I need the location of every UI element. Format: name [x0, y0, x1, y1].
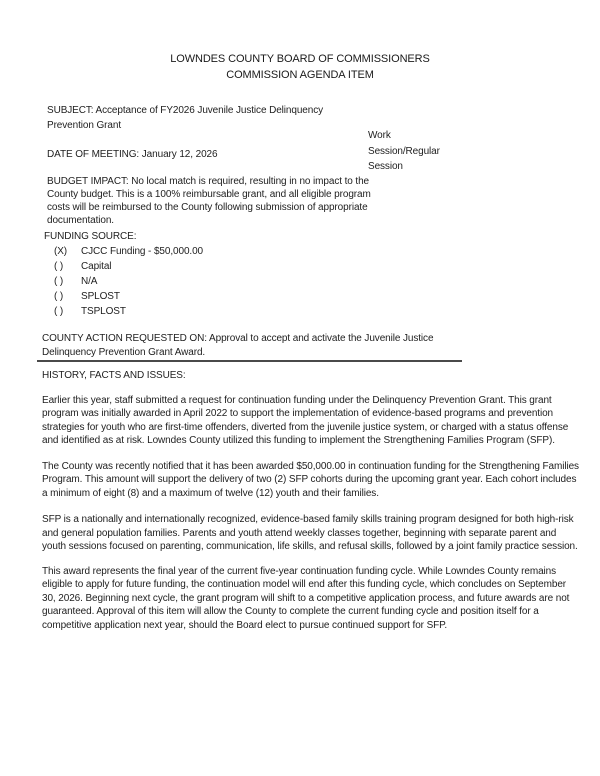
meeting-type-label: Work Session/Regular Session [368, 130, 440, 172]
history-heading: HISTORY, FACTS AND ISSUES: [42, 370, 186, 381]
funding-source-options [54, 244, 600, 319]
date-of-meeting-line: DATE OF MEETING: January 12, 2026 [47, 149, 218, 160]
funding-option-label: SPLOST [81, 291, 120, 302]
funding-option-label: Capital [81, 261, 112, 272]
funding-option-na [54, 274, 600, 289]
funding-option-label: N/A [81, 276, 98, 287]
subject-line: SUBJECT: Acceptance of FY2026 Juvenile Justice Delinquency Prevention Grant [47, 105, 324, 131]
history-paragraph-1: Earlier this year, staff submitted a request for continuation funding under the Delinquency Prevention Grant. This grant program was initially awarded in April 2022 to support the implementation of evidence-based programs and prevention strategies for youth who are first-time offenders, diverted from the juvenile justice system, or charged with a status offense and identified as at risk. Lowndes County utilized this funding to implement the Strengthening Families Program (SFP). [42, 394, 569, 446]
checkbox-checked-mark: (X) [54, 246, 68, 257]
funding-option-splost [54, 289, 600, 304]
funding-option-cjcc [54, 244, 600, 259]
checkbox-empty-mark: ( ) [54, 306, 64, 317]
document-title-line2: COMMISSION AGENDA ITEM [226, 69, 374, 81]
history-section [0, 369, 600, 632]
funding-option-label: CJCC Funding - $50,000.00 [81, 246, 204, 257]
checkbox-empty-mark: ( ) [54, 261, 64, 272]
document-title-line1: LOWNDES COUNTY BOARD OF COMMISSIONERS [170, 53, 430, 65]
history-paragraph-3: SFP is a nationally and internationally recognized, evidence-based family skills training program designed for both high-risk and general population families. Parents and youth attend weekly classes together, beginning with separate parent and youth sessions focused on parenting, communication, life skills, and refusal skills, followed by a joint family practice session. [42, 514, 578, 552]
county-action-paragraph: COUNTY ACTION REQUESTED ON: Approval to accept and activate the Juvenile Justice Delinquency Prevention Grant Award. [42, 333, 434, 358]
funding-option-tsplost [54, 304, 600, 319]
history-paragraph-4: This award represents the final year of the current five-year continuation funding cycle. While Lowndes County remains eligible to apply for future funding, the continuation model will end after this funding cycle, which concludes on September 30, 2026. Beginning next cycle, the grant program will shift to a competitive application process, and future awards are not guaranteed. Approval of this item will allow the County to complete the current funding cycle and position itself for a competitive application next year, should the Board elect to pursue continued support for SFP. [42, 565, 570, 631]
funding-option-label: TSPLOST [81, 306, 126, 317]
section-divider-rule [37, 360, 462, 362]
document-title [0, 51, 600, 83]
checkbox-empty-mark: ( ) [54, 291, 64, 302]
checkbox-empty-mark: ( ) [54, 276, 64, 287]
history-paragraph-2: The County was recently notified that it has been awarded $50,000.00 in continuation funding for the Strengthening Families Program. This amount will support the delivery of two (2) SFP cohorts during the upcoming grant year. Each cohort includes a minimum of eight (8) and a maximum of twelve (12) youth and their families. [42, 460, 579, 499]
budget-impact-paragraph: BUDGET IMPACT: No local match is required, resulting in no impact to the County budget. This is a 100% reimbursable grant, and all eligible program costs will be reimbursed to the County following submission of appropriate documentation. [47, 176, 371, 226]
funding-source-heading: FUNDING SOURCE: [44, 231, 137, 242]
funding-option-capital [54, 259, 600, 274]
